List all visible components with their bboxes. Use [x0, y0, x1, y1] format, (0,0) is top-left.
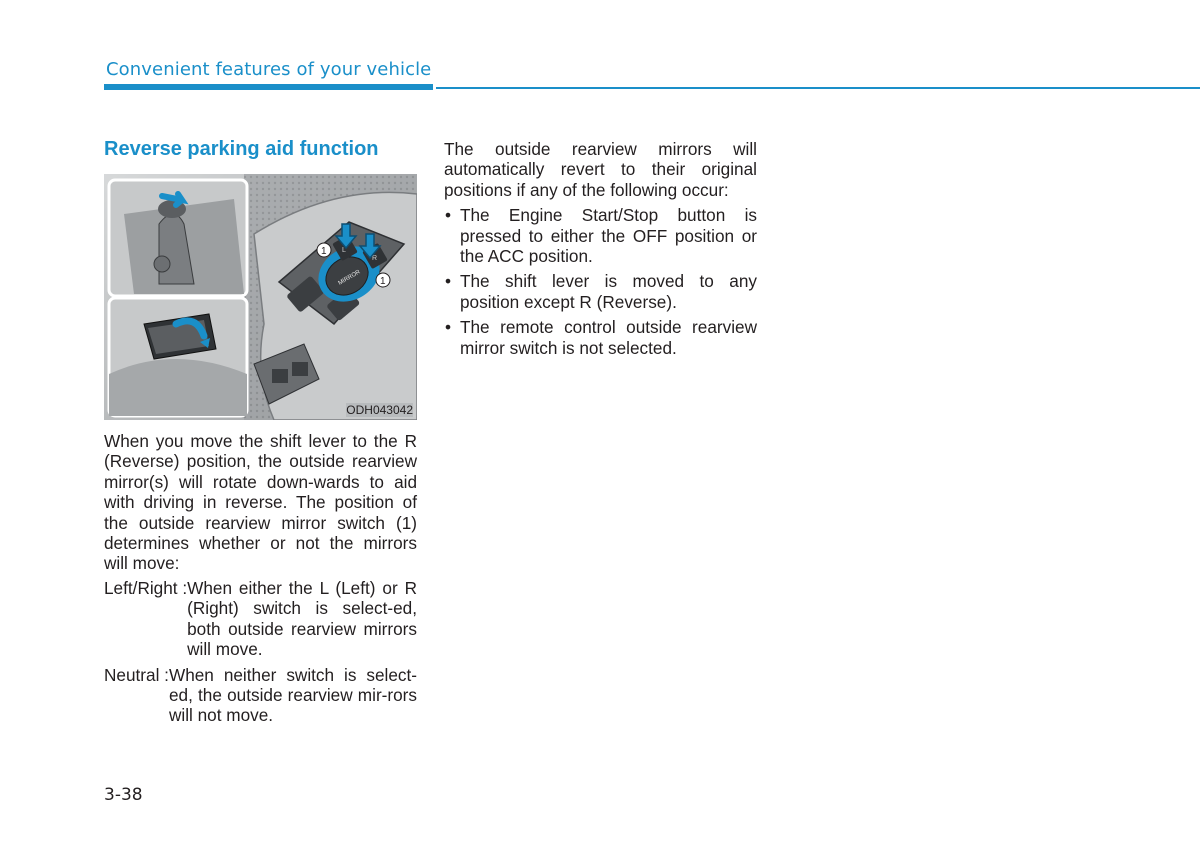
bullet-text: The shift lever is moved to any position except R (Reverse). [460, 271, 757, 312]
revert-paragraph: The outside rearview mirrors will automatically revert to their original positions if any of the following occur: [444, 139, 757, 200]
bullet-icon: • [445, 317, 452, 338]
svg-text:1: 1 [380, 276, 386, 287]
page-number: 3-38 [104, 785, 143, 805]
svg-text:L: L [342, 247, 346, 254]
definition-term: Neutral : [104, 664, 169, 685]
header-title: Convenient features of your vehicle [106, 59, 432, 80]
definition-term: Left/Right : [104, 578, 188, 598]
header-rule-thin [436, 87, 1200, 89]
revert-conditions-list [444, 205, 757, 358]
mirror-control-icon [104, 174, 417, 420]
list-item [444, 317, 757, 358]
list-item [444, 271, 757, 312]
mirror-control-figure [104, 174, 417, 420]
intro-paragraph: When you move the shift lever to the R (Reverse) position, the outside rearview mirror(s) will rotate down-wards to aid with driving in reverse. The position of the outside rearview mirror switch (1) determines whether or not the mirrors will move: [104, 431, 417, 574]
bullet-icon: • [445, 271, 452, 292]
header-rule-thick [104, 84, 433, 90]
svg-text:MIRROR: MIRROR [337, 269, 362, 287]
right-column [444, 139, 757, 363]
definition-description: When either the L (Left) or R (Right) switch is select-ed, both outside rearview mirrors will move. [187, 578, 417, 660]
bullet-text: The Engine Start/Stop button is pressed to either the OFF position or the ACC position. [460, 205, 757, 267]
svg-text:1: 1 [321, 246, 327, 257]
switch-position-list [104, 578, 417, 731]
bullet-icon: • [445, 205, 452, 226]
figure-code: ODH043042 [346, 403, 413, 417]
list-item [104, 665, 417, 726]
section-heading: Reverse parking aid function [104, 138, 379, 160]
definition-description: When neither switch is select-ed, the outside rearview mir-rors will not move. [168, 664, 417, 726]
list-item [104, 578, 417, 660]
svg-text:R: R [372, 255, 378, 262]
bullet-text: The remote control outside rearview mirror switch is not selected. [460, 317, 757, 358]
list-item [444, 205, 757, 266]
